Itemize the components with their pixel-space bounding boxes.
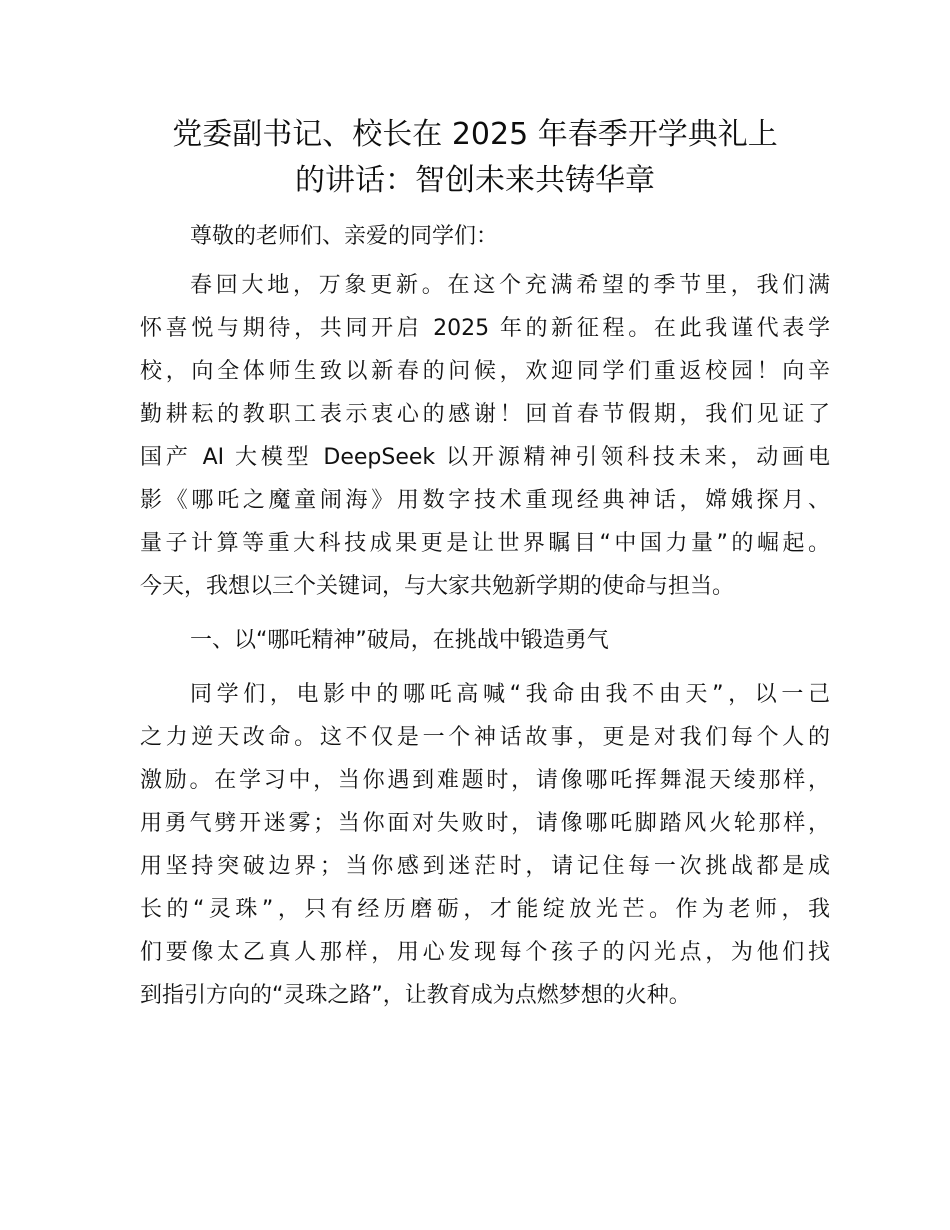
paragraph-2-line: 们要像太乙真人那样，用心发现每个孩子的闪光点，为他们找 [140,940,830,965]
paragraph-1-line: 量子计算等重大科技成果更是让世界瞩目“中国力量”的崛起。 [140,531,830,556]
document-title-line-1: 党委副书记、校长在 2025 年春季开学典礼上 [172,117,778,152]
paragraph-1-line: 影《哪吒之魔童闹海》用数字技术重现经典神话，嫦娥探月、 [140,488,830,513]
paragraph-1-line: 怀喜悦与期待，共同开启 2025 年的新征程。在此我谨代表学 [140,316,830,341]
document-title-line-2: 的讲话：智创未来共铸华章 [295,163,655,198]
paragraph-2-line: 用勇气劈开迷雾；当你面对失败时，请像哪吒脚踏风火轮那样， [140,811,830,836]
section-heading-1: 一、以“哪吒精神”破局，在挑战中锻造勇气 [190,628,609,653]
paragraph-1-line: 国产 AI 大模型 DeepSeek 以开源精神引领科技未来，动画电 [140,445,830,470]
paragraph-2-line: 到指引方向的“灵珠之路”，让教育成为点燃梦想的火种。 [140,983,691,1008]
paragraph-2-line: 用坚持突破边界；当你感到迷茫时，请记住每一次挑战都是成 [140,854,830,879]
paragraph-2-line: 激励。在学习中，当你遇到难题时，请像哪吒挥舞混天绫那样， [140,768,830,793]
paragraph-2-line: 同学们，电影中的哪吒高喊“我命由我不由天”，以一己 [190,682,830,707]
paragraph-1-line: 勤耕耘的教职工表示衷心的感谢！回首春节假期，我们见证了 [140,402,830,427]
paragraph-2-line: 之力逆天改命。这不仅是一个神话故事，更是对我们每个人的 [140,725,830,750]
paragraph-1-line: 校，向全体师生致以新春的问候，欢迎同学们重返校园！向辛 [140,359,830,384]
salutation: 尊敬的老师们、亲爱的同学们： [190,224,499,249]
paragraph-1-line: 春回大地，万象更新。在这个充满希望的季节里，我们满 [190,273,830,298]
paragraph-2-line: 长的“灵珠”，只有经历磨砺，才能绽放光芒。作为老师，我 [140,897,830,922]
paragraph-1-line: 今天，我想以三个关键词，与大家共勉新学期的使命与担当。 [140,574,735,599]
